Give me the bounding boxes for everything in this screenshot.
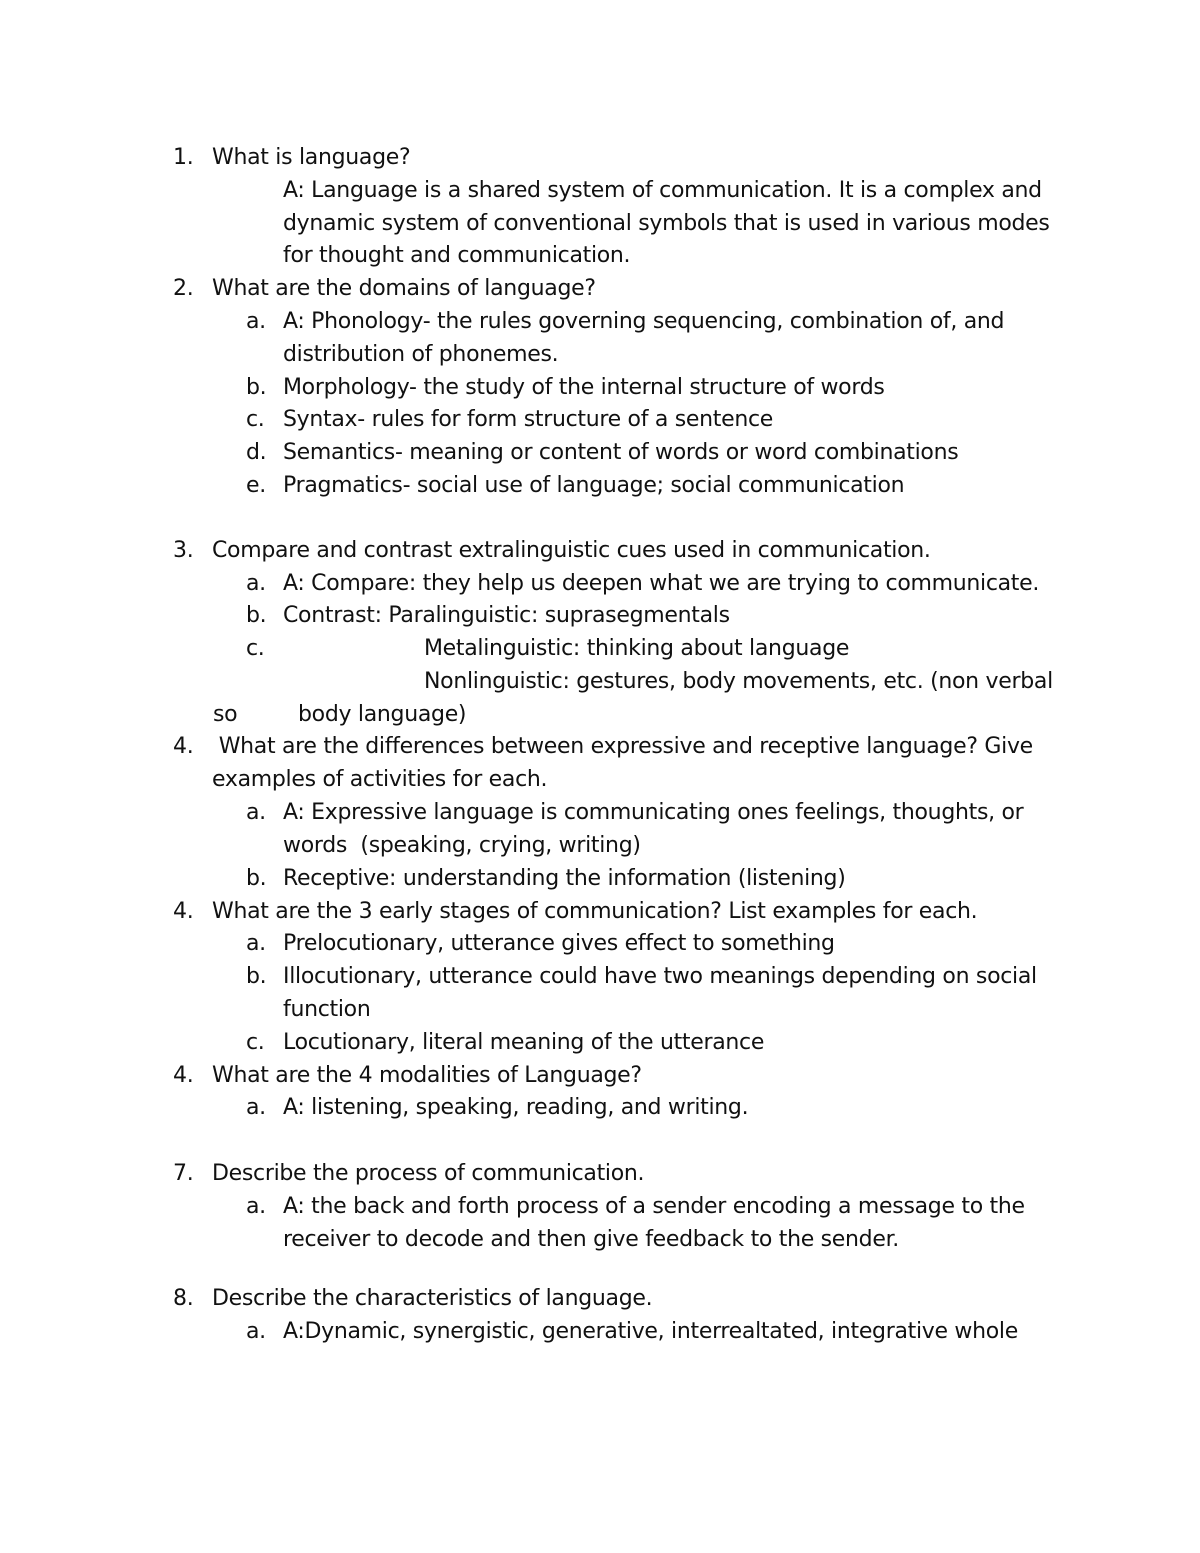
question-number: 1.	[173, 145, 194, 170]
answer-line: Metalinguistic: thinking about language	[424, 636, 850, 661]
question-number: 4.	[173, 1063, 194, 1088]
item-letter: a.	[246, 571, 266, 596]
question-number: 8.	[173, 1286, 194, 1311]
answer-line: distribution of phonemes.	[283, 342, 559, 367]
answer-line: A:Dynamic, synergistic, generative, interrealtated, integrative whole	[283, 1319, 1018, 1344]
answer-line: Locutionary, literal meaning of the utterance	[283, 1030, 765, 1055]
question-text: Compare and contrast extralinguistic cues used in communication.	[212, 538, 931, 563]
answer-line: words (speaking, crying, writing)	[283, 833, 641, 858]
item-letter: c.	[246, 636, 265, 661]
answer-line: Contrast: Paralinguistic: suprasegmentals	[283, 603, 730, 628]
answer-line: Pragmatics- social use of language; social communication	[283, 473, 905, 498]
question-text: What are the 3 early stages of communication? List examples for each.	[212, 899, 978, 924]
item-letter: a.	[246, 1319, 266, 1344]
item-letter: a.	[246, 931, 266, 956]
answer-line: Prelocutionary, utterance gives effect to something	[283, 931, 835, 956]
item-letter: b.	[246, 964, 267, 989]
answer-line: Receptive: understanding the information (listening)	[283, 866, 846, 891]
answer-line: Syntax- rules for form structure of a sentence	[283, 407, 773, 432]
item-letter: d.	[246, 440, 267, 465]
item-letter: c.	[246, 1030, 265, 1055]
answer-line: dynamic system of conventional symbols that is used in various modes	[283, 211, 1050, 236]
question-text: What are the 4 modalities of Language?	[212, 1063, 642, 1088]
answer-line: A: listening, speaking, reading, and writing.	[283, 1095, 749, 1120]
item-letter: a.	[246, 800, 266, 825]
answer-line: Semantics- meaning or content of words or word combinations	[283, 440, 959, 465]
answer-line: for thought and communication.	[283, 243, 631, 268]
item-letter: b.	[246, 866, 267, 891]
item-letter: b.	[246, 375, 267, 400]
answer-line: Morphology- the study of the internal structure of words	[283, 375, 885, 400]
answer-line: Nonlinguistic: gestures, body movements, etc. (non verbal	[424, 669, 1053, 694]
question-number: 4.	[173, 899, 194, 924]
wrapped-text: body language)	[298, 702, 467, 727]
answer-line: A: Compare: they help us deepen what we are trying to communicate.	[283, 571, 1040, 596]
answer-line: function	[283, 997, 371, 1022]
question-text: examples of activities for each.	[212, 767, 548, 792]
answer-line: A: the back and forth process of a sender encoding a message to the	[283, 1194, 1025, 1219]
question-text: What are the differences between expressive and receptive language? Give	[212, 734, 1033, 759]
question-number: 2.	[173, 276, 194, 301]
question-number: 4.	[173, 734, 194, 759]
answer-line: A: Expressive language is communicating ones feelings, thoughts, or	[283, 800, 1024, 825]
question-text: What are the domains of language?	[212, 276, 596, 301]
question-text: Describe the process of communication.	[212, 1161, 645, 1186]
answer-line: A: Phonology- the rules governing sequencing, combination of, and	[283, 309, 1005, 334]
item-letter: a.	[246, 1095, 266, 1120]
item-letter: c.	[246, 407, 265, 432]
item-letter: e.	[246, 473, 266, 498]
question-number: 7.	[173, 1161, 194, 1186]
answer-line: receiver to decode and then give feedback to the sender.	[283, 1227, 900, 1252]
item-letter: b.	[246, 603, 267, 628]
item-letter: a.	[246, 1194, 266, 1219]
answer-line: A: Language is a shared system of communication. It is a complex and	[283, 178, 1042, 203]
item-letter: a.	[246, 309, 266, 334]
question-number: 3.	[173, 538, 194, 563]
question-text: Describe the characteristics of language.	[212, 1286, 653, 1311]
answer-line: Illocutionary, utterance could have two meanings depending on social	[283, 964, 1037, 989]
wrapped-text: so	[213, 702, 238, 727]
question-text: What is language?	[212, 145, 411, 170]
